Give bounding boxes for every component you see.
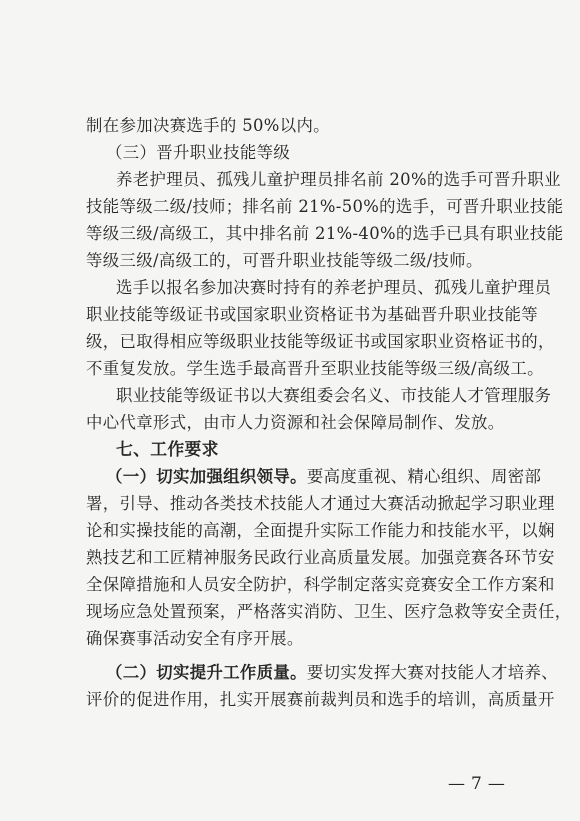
- paragraph-line: 养老护理员、孤残儿童护理员排名前 20%的选手可晋升职业: [116, 170, 561, 189]
- paragraph-line: 评价的促进作用，扎实开展赛前裁判员和选手的培训，高质量开: [86, 690, 555, 709]
- paragraph-line: 选手以报名参加决赛时持有的养老护理员、孤残儿童护理员: [116, 278, 552, 297]
- subheading-organization: （一）切实加强组织领导。: [106, 467, 307, 486]
- document-body: [86, 112, 572, 713]
- paragraph-line: 不重复发放。学生选手最高晋升至职业技能等级三级/高级工。: [86, 359, 544, 378]
- paragraph-line: 熟技艺和工匠精神服务民政行业高质量发展。加强竞赛各环节安: [86, 548, 555, 567]
- paragraph-line: 现场应急处置预案，严格落实消防、卫生、医疗急救等安全责任，: [86, 602, 572, 621]
- paragraph-line: 职业技能等级证书以大赛组委会名义、市技能人才管理服务: [116, 386, 552, 405]
- section-heading-7: 七、工作要求: [116, 439, 219, 459]
- paragraph-text: 要切实发挥大赛对技能人才培养、: [306, 663, 558, 682]
- paragraph-line: 等级三级/高级工的，可晋升职业技能等级二级/技师。: [86, 251, 483, 270]
- paragraph-line: 确保赛事活动安全有序开展。: [86, 629, 304, 648]
- paragraph-line: 中心代章形式，由市人力资源和社会保障局制作、发放。: [86, 413, 505, 432]
- paragraph-line: [86, 659, 558, 686]
- section-heading-3: （三）晋升职业技能等级: [106, 143, 291, 162]
- paragraph-line: 级，已取得相应等级职业技能等级证书或国家职业资格证书的，: [86, 332, 555, 351]
- paragraph-text: 要高度重视、精心组织、周密部: [306, 467, 542, 486]
- subheading-quality: （二）切实提升工作质量。: [106, 663, 307, 682]
- paragraph-line: 署，引导、推动各类技术技能人才通过大赛活动掀起学习职业理: [86, 494, 555, 513]
- paragraph-line: 制在参加决赛选手的 50%以内。: [86, 116, 330, 135]
- paragraph-line: [86, 463, 542, 490]
- paragraph-line: 职业技能等级证书或国家职业资格证书为基础晋升职业技能等: [86, 305, 538, 324]
- paragraph-line: 论和实操技能的高潮，全面提升实际工作能力和技能水平，以娴: [86, 521, 555, 540]
- page-number: — 7 —: [448, 774, 506, 794]
- paragraph-line: 全保障措施和人员安全防护，科学制定落实竞赛安全工作方案和: [86, 575, 555, 594]
- paragraph-line: 技能等级二级/技师；排名前 21%-50%的选手，可晋升职业技能: [86, 197, 564, 216]
- paragraph-line: 等级三级/高级工，其中排名前 21%-40%的选手已具有职业技能: [86, 224, 564, 243]
